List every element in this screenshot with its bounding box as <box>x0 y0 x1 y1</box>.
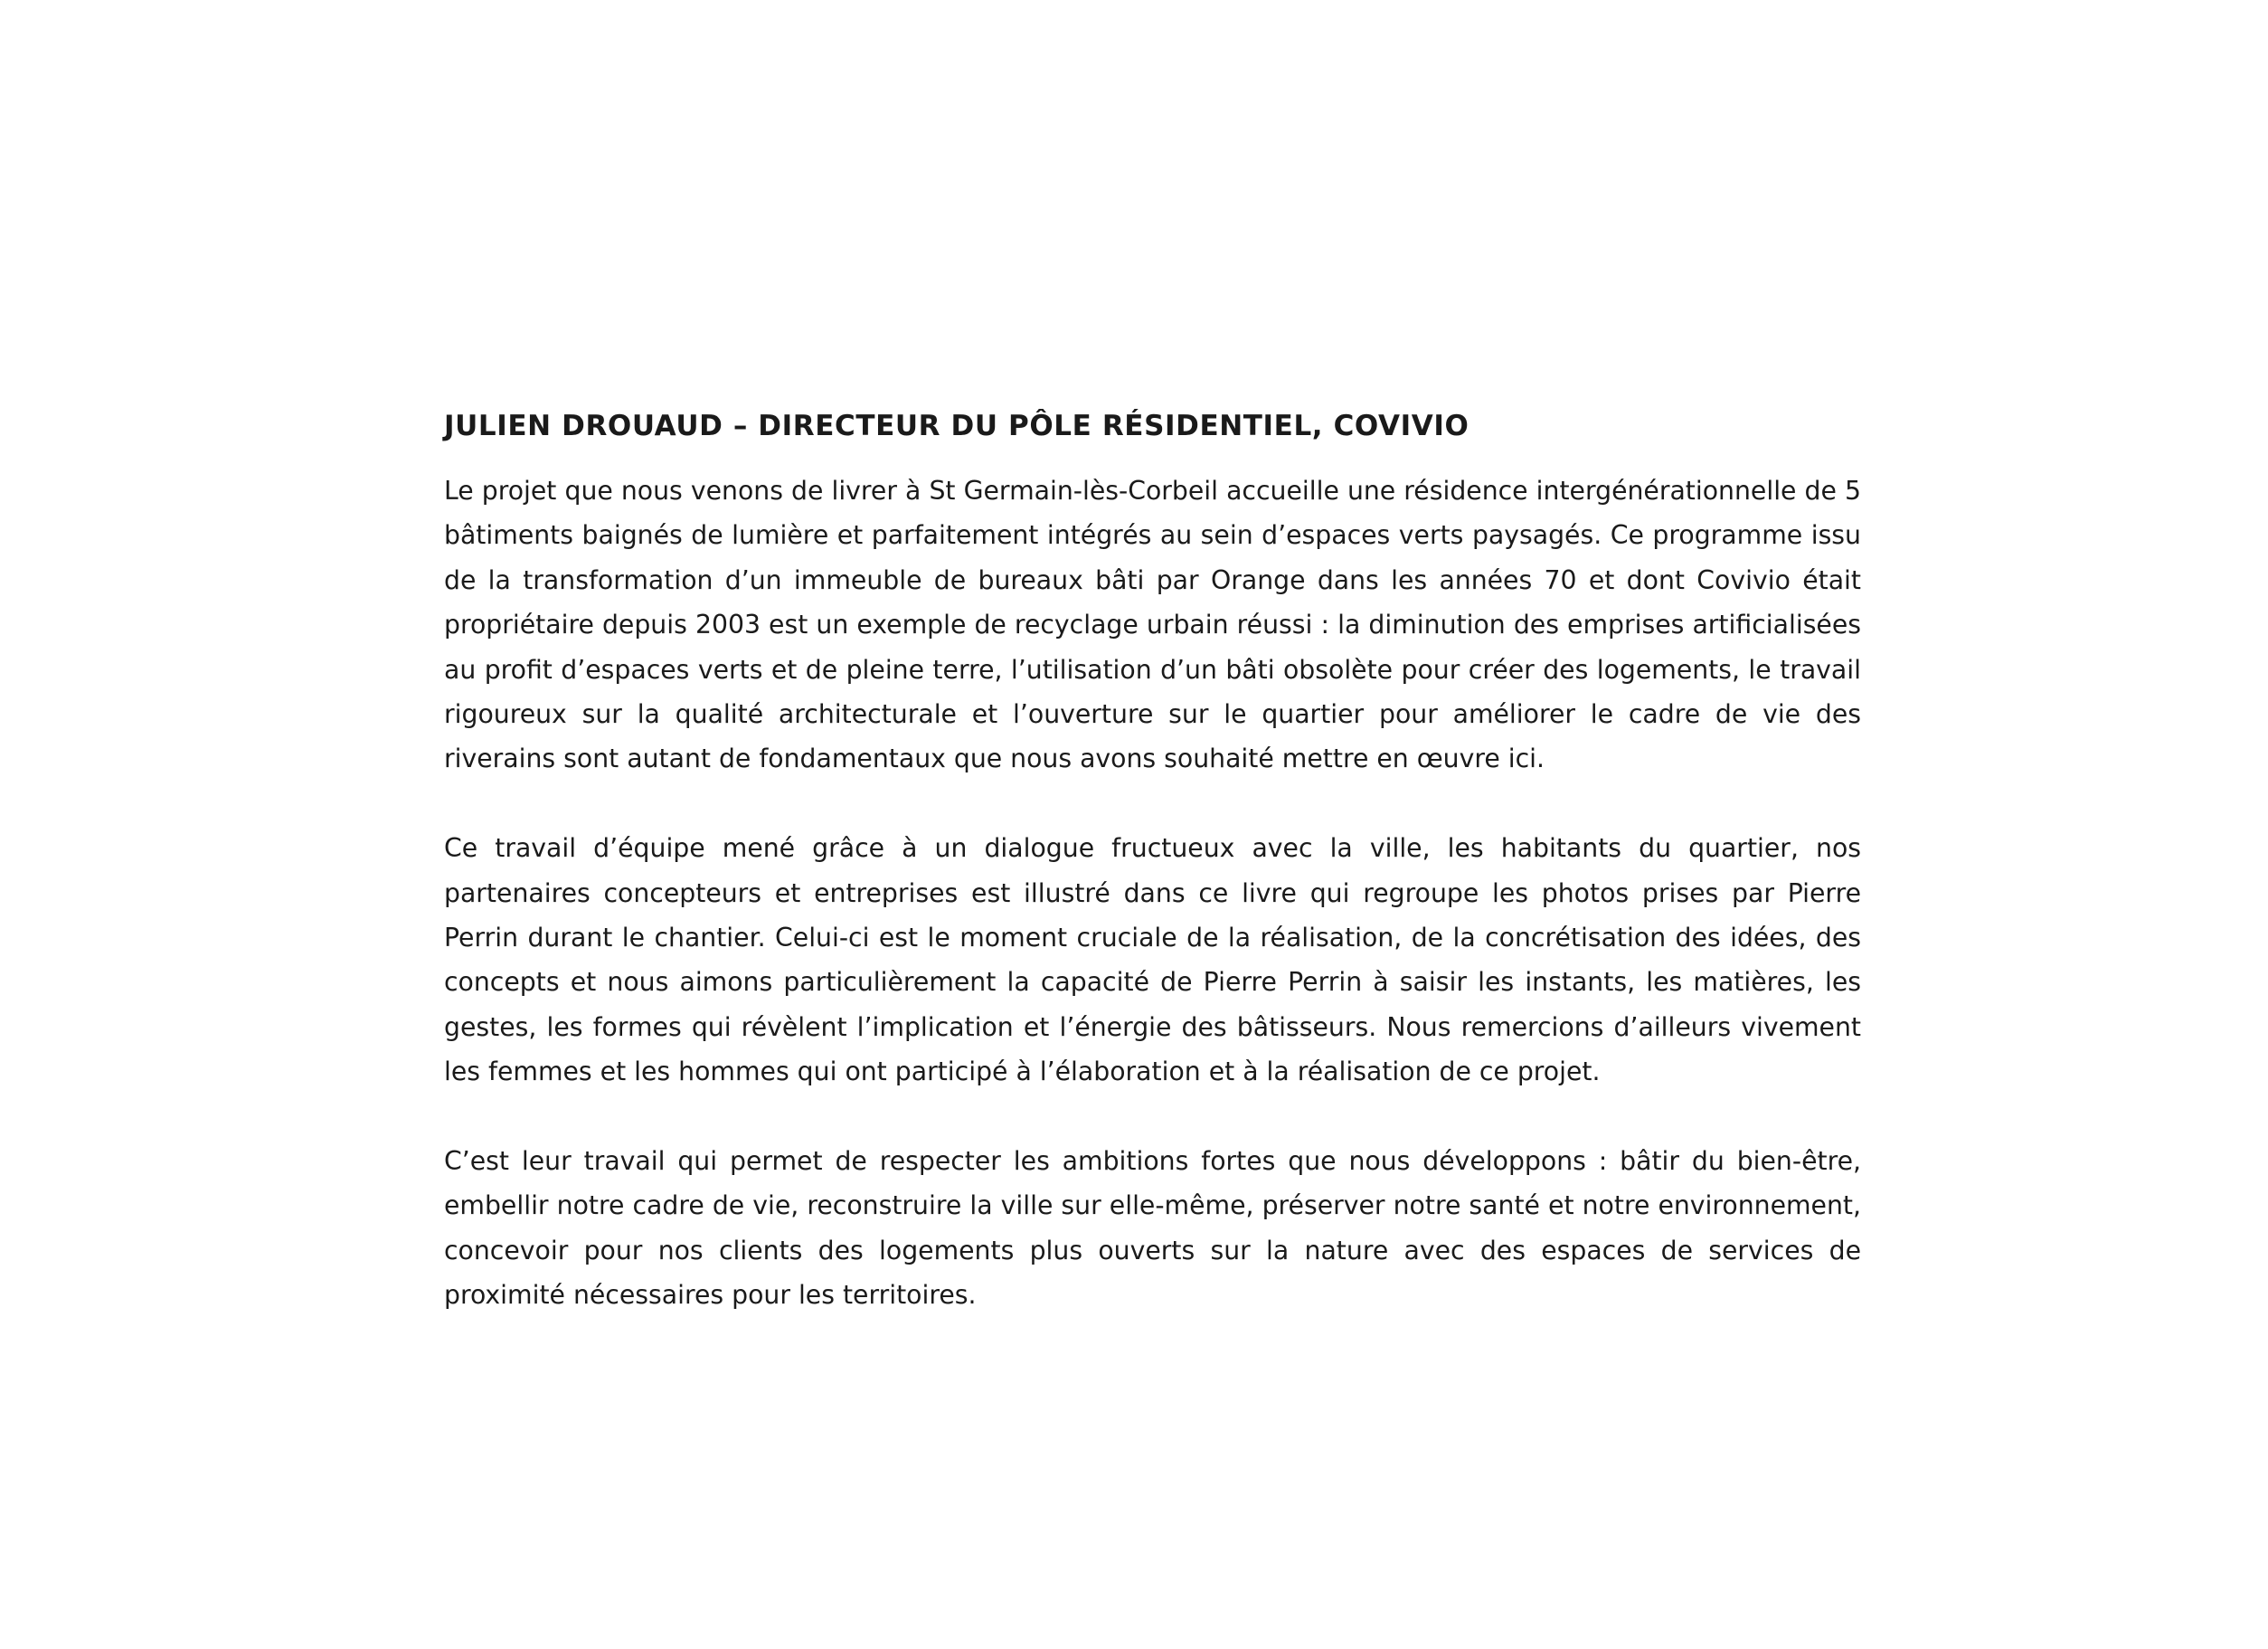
page-heading: JULIEN DROUAUD – DIRECTEUR DU PÔLE RÉSIDENTIEL, COVIVIO <box>444 410 1469 442</box>
text-block <box>444 404 1861 1318</box>
paragraph-3: C’est leur travail qui permet de respecter les ambitions fortes que nous développons : bâtir du bien-être, embellir notre cadre de vie, reconstruire la ville sur elle-même, préserver notre santé et notre environnement, concevoir pour nos clients des logements plus ouverts sur la nature avec des espaces de services de proximité nécessaires pour les territoires. <box>444 1146 1861 1311</box>
paragraph-1: Le projet que nous venons de livrer à St Germain-lès-Corbeil accueille une résidence intergénérationnelle de 5 bâtiments baignés de lumière et parfaitement intégrés au sein d’espaces verts paysagés. Ce programme issu de la transformation d’un immeuble de bureaux bâti par Orange dans les années 70 et dont Covivio était propriétaire depuis 2003 est un exemple de recyclage urbain réussi : la diminution des emprises artificialisées au profit d’espaces verts et de pleine terre, l’utilisation d’un bâti obsolète pour créer des logements, le travail rigoureux sur la qualité architecturale et l’ouverture sur le quartier pour améliorer le cadre de vie des riverains sont autant de fondamentaux que nous avons souhaité mettre en œuvre ici. <box>444 476 1861 774</box>
paragraph-2: Ce travail d’équipe mené grâce à un dialogue fructueux avec la ville, les habitants du quartier, nos partenaires concepteurs et entreprises est illustré dans ce livre qui regroupe les photos prises par Pierre Perrin durant le chantier. Celui-ci est le moment cruciale de la réalisation, de la concrétisation des idées, des concepts et nous aimons particulièrement la capacité de Pierre Perrin à saisir les instants, les matières, les gestes, les formes qui révèlent l’implication et l’énergie des bâtisseurs. Nous remercions d’ailleurs vivement les femmes et les hommes qui ont participé à l’élaboration et à la réalisation de ce projet. <box>444 833 1861 1087</box>
